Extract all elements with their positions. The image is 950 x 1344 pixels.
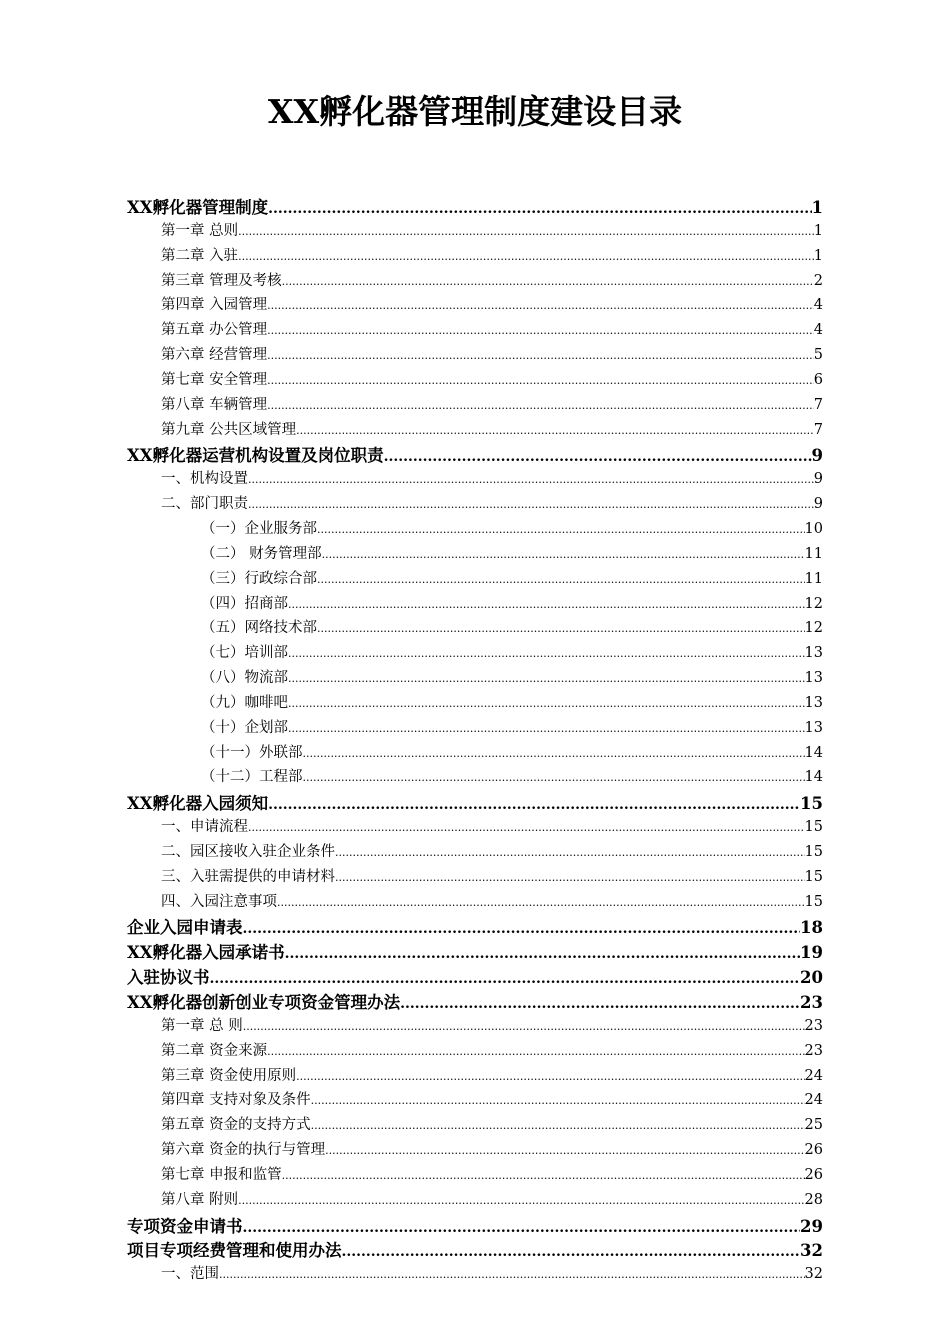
toc-entry[interactable] (0, 194, 950, 219)
toc-leader-dots (296, 424, 814, 437)
toc-entry-label: 第五章 资金的支持方式 (161, 1117, 311, 1134)
toc-leader-dots (243, 1020, 805, 1033)
toc-entry-label: 三、入驻需提供的申请材料 (161, 868, 335, 885)
toc-entry-label: 一、申请流程 (161, 819, 248, 836)
toc-entry[interactable] (0, 1064, 950, 1089)
toc-entry[interactable] (0, 1188, 950, 1213)
toc-entry[interactable] (0, 1014, 950, 1039)
toc-entry-page-number: 7 (813, 421, 823, 438)
toc-entry-label: XX孵化器管理制度 (127, 198, 269, 217)
toc-entry-label: （八）物流部 (201, 670, 288, 687)
toc-entry-label: （十一）外联部 (201, 744, 303, 761)
toc-entry-page-number: 13 (804, 670, 823, 687)
toc-entry-label: 一、机构设置 (161, 471, 248, 488)
toc-entry[interactable] (0, 517, 950, 542)
toc-entry-page-number: 2 (813, 272, 823, 289)
toc-entry-page-number: 4 (813, 322, 823, 339)
toc-entry-page-number: 6 (813, 371, 823, 388)
toc-entry[interactable] (0, 368, 950, 393)
toc-entry-label: 第四章 支持对象及条件 (161, 1092, 311, 1109)
toc-leader-dots (342, 1244, 801, 1260)
toc-entry[interactable] (0, 815, 950, 840)
toc-leader-dots (267, 399, 814, 412)
toc-leader-dots (288, 722, 805, 735)
toc-entry-label: 第七章 安全管理 (161, 371, 268, 388)
toc-entry-label: 企业入园申请表 (127, 918, 243, 938)
toc-entry[interactable] (0, 691, 950, 716)
toc-entry-page-number: 13 (804, 719, 823, 736)
toc-entry[interactable] (0, 318, 950, 343)
toc-leader-dots (288, 647, 805, 660)
toc-entry-label: （十二）工程部 (201, 769, 303, 786)
toc-leader-dots (238, 225, 814, 238)
toc-entry-label: 项目专项经费管理和使用办法 (127, 1241, 342, 1261)
toc-entry[interactable] (0, 765, 950, 790)
toc-leader-dots (311, 1119, 805, 1132)
toc-leader-dots (238, 250, 814, 263)
toc-entry[interactable] (0, 393, 950, 418)
toc-entry-label: 第五章 办公管理 (161, 322, 268, 339)
toc-entry[interactable] (0, 1138, 950, 1163)
toc-leader-dots (282, 275, 814, 288)
toc-entry[interactable] (0, 1213, 950, 1238)
toc-entry-page-number: 1 (813, 247, 823, 264)
toc-entry-page-number: 9 (811, 446, 823, 466)
toc-entry-page-number: 32 (804, 1266, 823, 1283)
toc-entry[interactable] (0, 244, 950, 269)
toc-leader-dots (317, 523, 805, 536)
toc-entry[interactable] (0, 964, 950, 989)
toc-entry[interactable] (0, 467, 950, 492)
toc-entry[interactable] (0, 790, 950, 815)
toc-entry[interactable] (0, 939, 950, 964)
toc-entry-label: 第九章 公共区域管理 (161, 421, 297, 438)
toc-entry[interactable] (0, 1262, 950, 1287)
toc-leader-dots (243, 921, 801, 937)
toc-leader-dots (285, 946, 800, 962)
toc-entry-label: 四、入园注意事项 (161, 893, 277, 910)
toc-leader-dots (267, 349, 814, 362)
toc-leader-dots (288, 598, 805, 611)
toc-entry[interactable] (0, 1237, 950, 1262)
toc-entry-label: 第一章 总 则 (161, 1017, 243, 1034)
toc-leader-dots (267, 374, 814, 387)
toc-entry-page-number: 5 (813, 347, 823, 364)
toc-leader-dots (335, 871, 805, 884)
toc-entry-label: 第二章 入驻 (161, 247, 239, 264)
toc-leader-dots (303, 771, 805, 784)
toc-entry-label: （七）培训部 (201, 645, 288, 662)
toc-entry-page-number: 23 (800, 993, 823, 1012)
toc-entry-label: （二） 财务管理部 (201, 545, 322, 562)
toc-entry[interactable] (0, 989, 950, 1014)
toc-entry-page-number: 28 (804, 1191, 823, 1208)
toc-leader-dots (288, 697, 805, 710)
toc-entry-label: 第六章 资金的执行与管理 (161, 1142, 326, 1159)
toc-entry[interactable] (0, 641, 950, 666)
toc-entry[interactable] (0, 567, 950, 592)
toc-entry-page-number: 14 (804, 769, 823, 786)
toc-entry-page-number: 15 (804, 868, 823, 885)
toc-entry-label: XX孵化器入园须知 (127, 794, 269, 814)
toc-entry-label: 一、范围 (161, 1266, 219, 1283)
toc-leader-dots (296, 1070, 804, 1083)
toc-leader-dots (267, 324, 814, 337)
toc-entry-page-number: 25 (804, 1117, 823, 1134)
toc-entry[interactable] (0, 1113, 950, 1138)
toc-entry-page-number: 29 (800, 1216, 823, 1236)
toc-entry-label: 专项资金申请书 (127, 1216, 243, 1236)
toc-entry-page-number: 20 (800, 968, 823, 988)
toc-entry-page-number: 12 (804, 620, 823, 637)
toc-entry-label: XX孵化器创新创业专项资金管理办法 (127, 993, 401, 1012)
toc-entry[interactable] (0, 442, 950, 467)
toc-entry[interactable] (0, 890, 950, 915)
toc-entry[interactable] (0, 592, 950, 617)
toc-entry-label: （十）企划部 (201, 719, 288, 736)
toc-entry-label: （四）招商部 (201, 595, 288, 612)
toc-entry-label: 二、部门职责 (161, 496, 248, 513)
toc-leader-dots (210, 971, 801, 987)
toc-entry-label: （五）网络技术部 (201, 620, 317, 637)
toc-leader-dots (238, 1194, 804, 1207)
toc-entry[interactable] (0, 1163, 950, 1188)
toc-entry-label: XX孵化器入园承诺书 (127, 943, 285, 963)
toc-leader-dots (268, 201, 811, 217)
toc-entry[interactable] (0, 343, 950, 368)
toc-entry-label: 入驻协议书 (127, 968, 210, 988)
toc-leader-dots (267, 299, 814, 312)
toc-entry-page-number: 26 (804, 1166, 823, 1183)
toc-entry-label: （九）咖啡吧 (201, 694, 288, 711)
toc-leader-dots (277, 896, 805, 909)
toc-leader-dots (335, 846, 805, 859)
toc-entry-page-number: 9 (813, 471, 823, 488)
toc-entry[interactable] (0, 269, 950, 294)
toc-entry[interactable] (0, 1039, 950, 1064)
toc-entry-page-number: 18 (800, 918, 823, 938)
toc-entry-page-number: 15 (804, 819, 823, 836)
toc-entry-label: 第一章 总则 (161, 222, 239, 239)
toc-leader-dots (243, 1220, 801, 1236)
toc-entry[interactable] (0, 840, 950, 865)
toc-entry-page-number: 10 (804, 520, 823, 537)
toc-entry-page-number: 4 (813, 297, 823, 314)
toc-entry[interactable] (0, 616, 950, 641)
toc-leader-dots (219, 1268, 805, 1281)
toc-leader-dots (317, 622, 805, 635)
toc-entry[interactable] (0, 865, 950, 890)
toc-entry-page-number: 9 (813, 496, 823, 513)
toc-entry-label: 第二章 资金来源 (161, 1042, 268, 1059)
toc-entry[interactable] (0, 1088, 950, 1113)
toc-entry-page-number: 23 (804, 1042, 823, 1059)
toc-entry[interactable] (0, 492, 950, 517)
toc-entry-label: 第七章 申报和监管 (161, 1166, 282, 1183)
toc-entry-page-number: 1 (813, 222, 823, 239)
toc-entry-page-number: 13 (804, 694, 823, 711)
toc-entry-page-number: 24 (804, 1092, 823, 1109)
page-title: XX孵化器管理制度建设目录 (267, 92, 683, 131)
toc-entry-page-number: 23 (804, 1017, 823, 1034)
toc-leader-dots (248, 473, 814, 486)
toc-entry-page-number: 15 (800, 794, 823, 814)
toc-entry-page-number: 24 (804, 1067, 823, 1084)
toc-entry-page-number: 19 (800, 943, 823, 963)
toc-entry[interactable] (0, 219, 950, 244)
toc-entry-page-number: 12 (804, 595, 823, 612)
toc-entry-label: （三）行政综合部 (201, 570, 317, 587)
toc-entry[interactable] (0, 716, 950, 741)
toc-leader-dots (317, 573, 805, 586)
toc-entry-page-number: 7 (813, 396, 823, 413)
toc-leader-dots (400, 996, 800, 1012)
toc-entry-label: 第四章 入园管理 (161, 297, 268, 314)
toc-leader-dots (303, 747, 805, 760)
toc-entry-label: 第八章 车辆管理 (161, 396, 268, 413)
toc-entry-page-number: 15 (804, 893, 823, 910)
toc-entry-page-number: 11 (804, 570, 823, 587)
toc-entry-page-number: 13 (804, 645, 823, 662)
toc-entry-page-number: 32 (800, 1241, 823, 1261)
toc-entry-page-number: 1 (811, 198, 823, 217)
toc-entry[interactable] (0, 418, 950, 443)
toc-entry[interactable] (0, 293, 950, 318)
toc-entry-page-number: 11 (804, 545, 823, 562)
toc-entry[interactable] (0, 666, 950, 691)
toc-leader-dots (248, 821, 805, 834)
toc-leader-dots (384, 449, 812, 465)
toc-leader-dots (282, 1169, 805, 1182)
toc-entry[interactable] (0, 914, 950, 939)
toc-leader-dots (288, 672, 805, 685)
toc-entry[interactable] (0, 741, 950, 766)
toc-entry-page-number: 26 (804, 1142, 823, 1159)
toc-entry-page-number: 15 (804, 843, 823, 860)
toc-entry-label: 第八章 附则 (161, 1191, 239, 1208)
toc-leader-dots (311, 1094, 805, 1107)
toc-leader-dots (322, 548, 805, 561)
table-of-contents (0, 194, 950, 1287)
toc-entry-label: 第六章 经营管理 (161, 347, 268, 364)
toc-leader-dots (267, 1045, 804, 1058)
toc-leader-dots (268, 797, 800, 813)
toc-entry[interactable] (0, 542, 950, 567)
toc-entry-label: 第三章 资金使用原则 (161, 1067, 297, 1084)
toc-entry-label: XX孵化器运营机构设置及岗位职责 (127, 446, 384, 466)
toc-leader-dots (325, 1144, 804, 1157)
toc-entry-label: 二、园区接收入驻企业条件 (161, 843, 335, 860)
toc-entry-page-number: 14 (804, 744, 823, 761)
toc-entry-label: 第三章 管理及考核 (161, 272, 282, 289)
toc-entry-label: （一）企业服务部 (201, 520, 317, 537)
toc-leader-dots (248, 498, 814, 511)
